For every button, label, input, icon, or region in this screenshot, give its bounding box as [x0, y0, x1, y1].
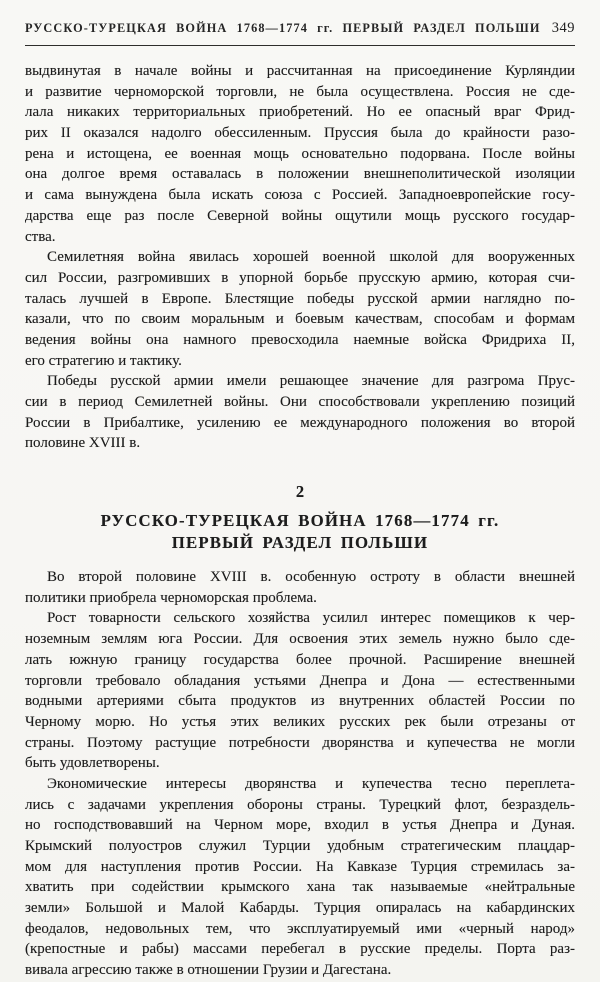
text-line: мом для наступления против России. На Кавказе Турция стремилась за-	[25, 858, 575, 875]
text-line: сии в период Семилетней войны. Они способствовали укреплению позиций	[25, 394, 575, 410]
text-line: Семилетняя война явилась хорошей военной школой для вооруженных	[47, 249, 575, 266]
text-line: Победы русской армии имели решающее значение для разгрома Прус-	[47, 373, 575, 390]
text-line: земли» Большой и Малой Кабарды. Турция опиралась на кабардинских	[25, 900, 575, 917]
text-line: и сама вынуждена была искать союза с Россией. Западноевропейские госу-	[25, 187, 575, 204]
running-title: РУССКО-ТУРЕЦКАЯ ВОЙНА 1768—1774 гг. ПЕРВЫЙ РАЗДЕЛ ПОЛЬШИ	[25, 21, 541, 35]
text-line: рих II оказался надолго обессиленным. Пруссия была до крайности разо-	[25, 125, 575, 142]
text-line: половине XVIII в.	[25, 435, 141, 452]
section-number: 2	[295, 482, 305, 502]
text-line: Черному морю. Но устья этих великих русских рек были отрезаны от	[25, 713, 575, 730]
text-line: лала никаких территориальных приобретений. Но ее опасный враг Фрид-	[25, 104, 575, 121]
text-line: России в Прибалтике, усилению ее международного положения во второй	[25, 414, 575, 431]
text-line: дарства еще раз после Северной войны ощутили мощь русского государ-	[25, 207, 575, 224]
text-line: быть удовлетворены.	[25, 755, 160, 772]
section-title-line1: РУССКО-ТУРЕЦКАЯ ВОЙНА 1768—1774 гг.	[100, 511, 500, 531]
text-line: сил России, разгромивших в упорной борьбе прусскую армию, которая счи-	[25, 269, 575, 286]
page-number: 349	[551, 20, 575, 36]
text-line: хватить при содействии крымского хана так называемые «нейтральные	[25, 879, 575, 896]
text-line: лать южную границу государства более прочной. Расширение внешней	[25, 651, 575, 668]
paragraph	[25, 567, 575, 608]
text-line: талась лучшей в Европе. Блестящие победы русской армии наглядно по-	[25, 290, 575, 307]
paragraphs-bottom	[25, 554, 575, 981]
text-line: ноземным землям юга России. Для освоения этих земель нужно было сде-	[25, 631, 575, 648]
text-line: рена и истощена, ее военная мощь основательно подорвана. После войны	[25, 145, 575, 162]
text-line: его стратегию и тактику.	[25, 352, 182, 369]
paragraph	[25, 608, 575, 774]
text-line: ства.	[25, 228, 56, 245]
paragraph	[25, 371, 575, 454]
text-line: (крепостные и рабы) массами перебегал в русские пределы. Порта раз-	[25, 941, 575, 958]
paragraph	[25, 247, 575, 371]
text-line: Рост товарности сельского хозяйства усилил интерес помещиков к чер-	[47, 610, 575, 627]
text-line: вивала агрессию также в отношении Грузии и Дагестана.	[25, 962, 392, 979]
book-page	[25, 0, 575, 981]
text-line: лись с задачами укрепления обороны страны. Турецкий флот, безраздель-	[25, 796, 575, 813]
text-line: Экономические интересы дворянства и купечества тесно переплета-	[47, 775, 575, 792]
section-title-line2: ПЕРВЫЙ РАЗДЕЛ ПОЛЬШИ	[171, 533, 429, 553]
text-line: казали, что по своим моральным и боевым качествам, способам и формам	[25, 311, 575, 328]
paragraph	[25, 61, 575, 247]
page-header	[25, 20, 575, 37]
text-line: Крымский полуостров служил Турции удобным стратегическим плацдар-	[25, 838, 575, 854]
page-body	[25, 46, 575, 981]
text-line: она долгое время оставалась в положении внешнеполитической изоляции	[25, 166, 575, 183]
text-line: выдвинутая в начале войны и рассчитанная на присоединение Курляндии	[25, 63, 575, 79]
text-line: торговли требовало обладания устьями Днепра и Дона — естественными	[25, 672, 575, 689]
text-line: страны. Поэтому растущие потребности дворянства и купечества не могли	[25, 734, 575, 751]
section-title	[25, 510, 575, 554]
text-line: Во второй половине XVIII в. особенную остроту в области внешней	[47, 569, 575, 586]
text-line: но господствовавший на Черном море, входил в устья Днепра и Дуная.	[25, 817, 575, 834]
text-line: водными артериями сбыта продуктов из внутренних областей России по	[25, 693, 575, 710]
text-line: и развитие черноморской торговли, не была осуществлена. Россия не сде-	[25, 83, 575, 100]
paragraphs-top	[25, 61, 575, 454]
paragraph	[25, 774, 575, 981]
text-line: ведения войны она намного превосходила наемные войска Фридриха II,	[25, 331, 575, 348]
text-line: политики приобрела черноморская проблема.	[25, 589, 317, 606]
text-line: феодалов, недовольных тем, что эксплуатируемый ими «черный народ»	[25, 920, 575, 937]
